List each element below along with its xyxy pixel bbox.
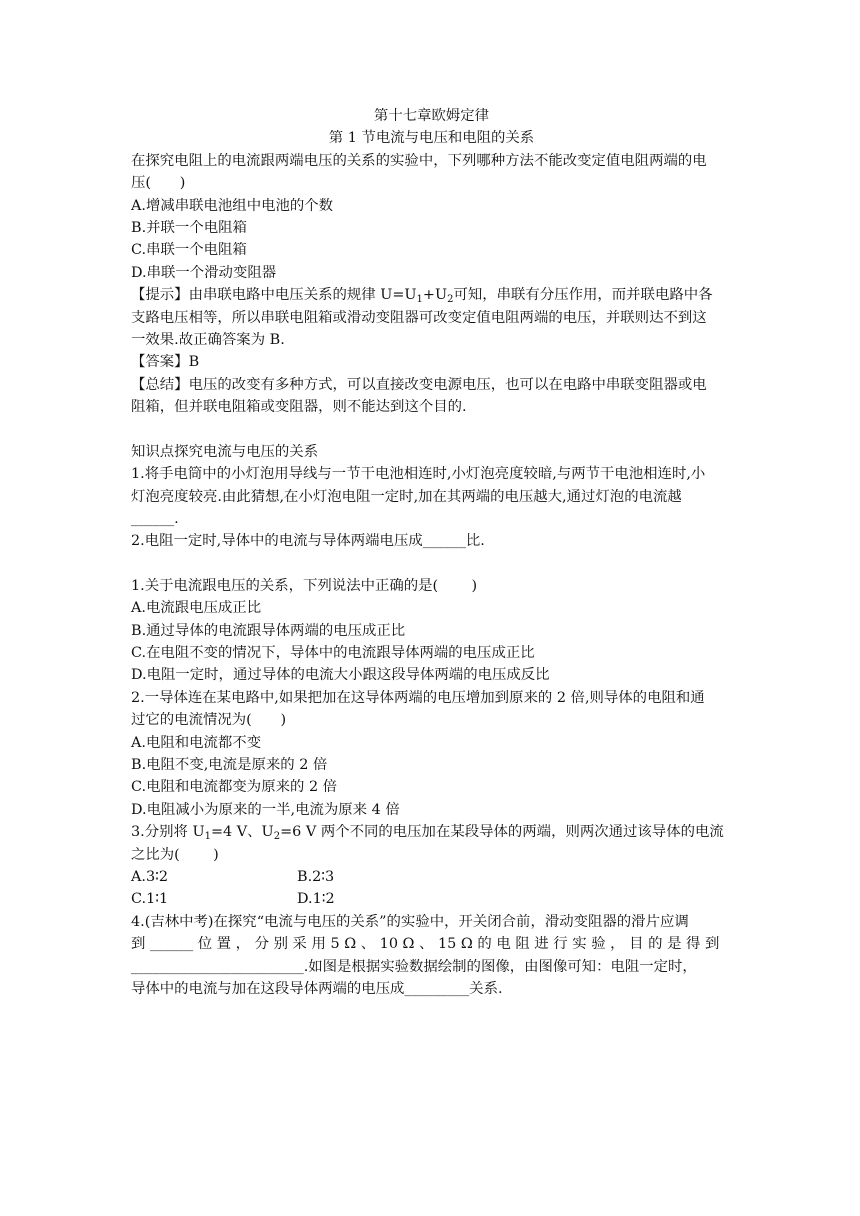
q3-subscript-2: 2 bbox=[273, 831, 281, 843]
knowledge-item2: 2.电阻一定时,导体中的电流与导体两端电压成______比. bbox=[131, 533, 485, 550]
section-title: 第 1 节电流与电压和电阻的关系 bbox=[328, 130, 535, 147]
q4-stem-line2: 到 ______ 位 置 ， 分 别 采 用 5 Ω 、 10 Ω 、 15 Ω 的 电 阻 进 行 实 验 ， 目 的 是 得 到 bbox=[131, 936, 720, 953]
example-question-line2: 压( ) bbox=[131, 175, 186, 192]
example-option-b: B.并联一个电阻箱 bbox=[131, 220, 247, 237]
q2-option-d: D.电阻减小为原来的一半,电流为原来 4 倍 bbox=[131, 801, 400, 818]
spacer bbox=[131, 553, 732, 575]
example-option-c: C.串联一个电阻箱 bbox=[131, 242, 247, 259]
hint-line3: 一效果.故正确答案为 B. bbox=[131, 332, 285, 349]
q1-option-a: A.电流跟电压成正比 bbox=[131, 600, 262, 617]
q3-stem-line1 bbox=[131, 821, 732, 843]
example-question-line1: 在探究电阻上的电流跟两端电压的关系的实验中，下列哪种方法不能改变定值电阻两端的电 bbox=[131, 152, 707, 169]
hint-subscript-1: 1 bbox=[416, 294, 423, 306]
q1-option-c: C.在电阻不变的情况下，导体中的电流跟导体两端的电压成正比 bbox=[131, 644, 535, 661]
q3-text-b: =4 V、U bbox=[210, 824, 274, 841]
q3-option-b: B.2∶3 bbox=[297, 869, 335, 885]
hint-text-c: 可知，串联有分压作用，而并联电路中各 bbox=[453, 287, 713, 304]
summary-line2: 阻箱，但并联电阻箱或变阻器，则不能达到这个目的. bbox=[131, 399, 467, 416]
q4-stem-line1: 4.(吉林中考)在探究“电流与电压的关系”的实验中，开关闭合前，滑动变阻器的滑片应调 bbox=[131, 913, 689, 930]
example-option-a: A.增减串联电池组中电池的个数 bbox=[131, 197, 334, 214]
q1-option-d: D.电阻一定时，通过导体的电流大小跟这段导体两端的电压成反比 bbox=[131, 667, 550, 684]
summary-line1: 【总结】电压的改变有多种方式，可以直接改变电源电压，也可以在电路中串联变阻器或电 bbox=[131, 376, 707, 393]
q2-option-c: C.电阻和电流都变为原来的 2 倍 bbox=[131, 779, 338, 796]
hint-text-a: 【提示】由串联电路中电压关系的规律 U=U bbox=[131, 287, 417, 304]
knowledge-item1-line2: 灯泡亮度较亮.由此猜想,在小灯泡电阻一定时,加在其两端的电压越大,通过灯泡的电流越 bbox=[131, 488, 682, 505]
q2-stem-line2: 过它的电流情况为( ) bbox=[131, 712, 287, 729]
q1-option-b: B.通过导体的电流跟导体两端的电压成正比 bbox=[131, 622, 406, 639]
q3-text-a: 3.分别将 U bbox=[131, 824, 205, 841]
q3-text-c: =6 V 两个不同的电压加在某段导体的两端，则两次通过该导体的电流 bbox=[280, 824, 724, 841]
example-option-d: D.串联一个滑动变阻器 bbox=[131, 264, 277, 281]
knowledge-item1-line1: 1.将手电筒中的小灯泡用导线与一节干电池相连时,小灯泡亮度较暗,与两节干电池相连时,小 bbox=[131, 466, 706, 483]
q3-option-a: A.3∶2 bbox=[131, 869, 169, 885]
q3-stem-line2: 之比为( ) bbox=[131, 846, 219, 863]
q2-option-a: A.电阻和电流都不变 bbox=[131, 734, 262, 751]
knowledge-item1-line3: ______. bbox=[131, 510, 179, 527]
chapter-title: 第十七章欧姆定律 bbox=[373, 108, 490, 124]
hint-subscript-2: 2 bbox=[447, 294, 454, 306]
knowledge-title: 知识点探究电流与电压的关系 bbox=[131, 443, 319, 460]
q2-stem-line1: 2.一导体连在某电路中,如果把加在这导体两端的电压增加到原来的 2 倍,则导体的电阻和通 bbox=[131, 689, 705, 706]
q1-stem: 1.关于电流跟电压的关系，下列说法中正确的是( ) bbox=[131, 577, 478, 594]
spacer bbox=[131, 419, 732, 441]
hint-line1 bbox=[131, 284, 732, 306]
q3-options-row1 bbox=[131, 866, 732, 888]
answer-line: 【答案】B bbox=[131, 354, 200, 371]
q3-option-d: D.1∶2 bbox=[297, 891, 335, 908]
hint-line2: 支路电压相等，所以串联电阻箱或滑动变阻器可改变定值电阻两端的电压，并联则达不到这 bbox=[131, 309, 707, 326]
hint-text-b: +U bbox=[422, 287, 448, 304]
q2-option-b: B.电阻不变,电流是原来的 2 倍 bbox=[131, 756, 328, 773]
q3-options-row2 bbox=[131, 888, 732, 910]
q4-stem-line3: ________________________.如图是根据实验数据绘制的图像，由图像可知：电阻一定时， bbox=[131, 958, 697, 975]
q3-option-c: C.1∶1 bbox=[131, 891, 169, 908]
q3-subscript-1: 1 bbox=[204, 831, 211, 843]
q4-stem-line4: 导体中的电流与加在这段导体两端的电压成_________关系. bbox=[131, 981, 503, 998]
